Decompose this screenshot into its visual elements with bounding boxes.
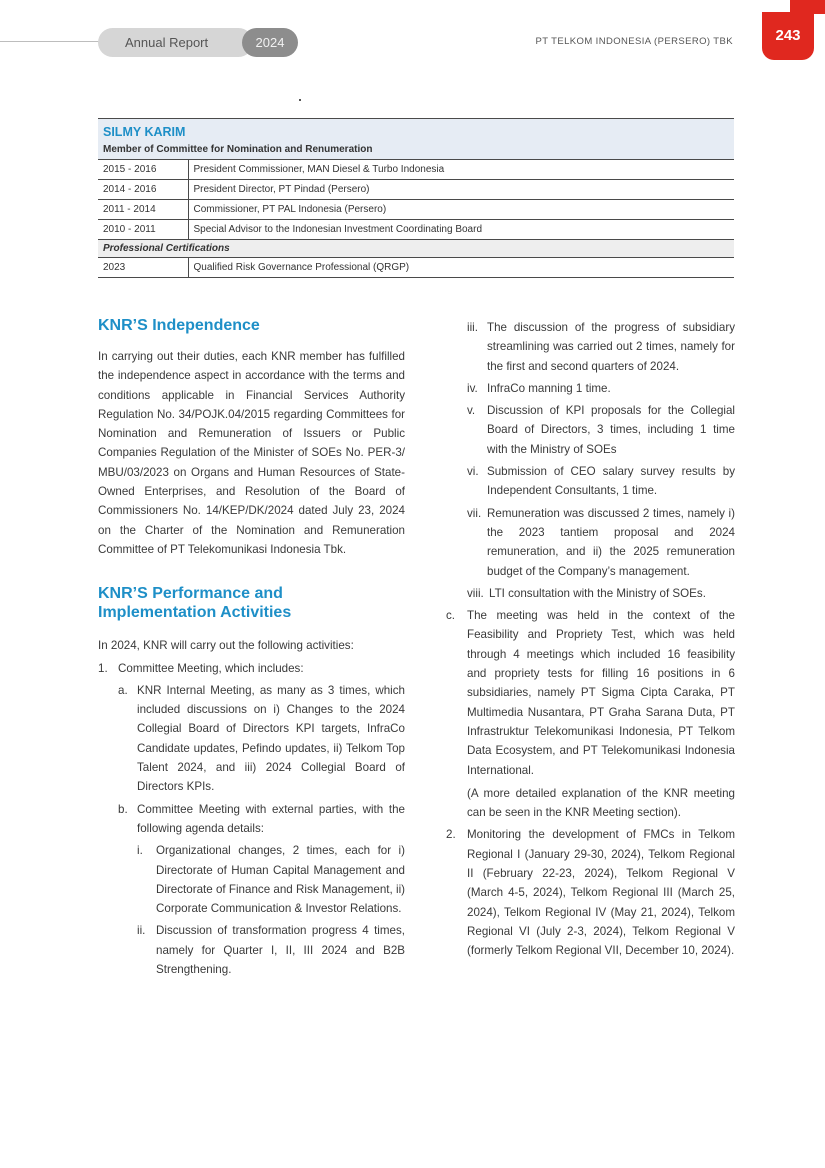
- list-item: [467, 584, 735, 603]
- left-column: [98, 316, 405, 979]
- profile-table: [98, 118, 734, 278]
- independence-heading: KNR’S Independence: [98, 317, 260, 334]
- stray-dot: [299, 99, 301, 101]
- list-item: [467, 379, 735, 398]
- list-text: Monitoring the development of FMCs in Telkom Regional I (January 29-30, 2024), Telkom Regional II (February 22-23, 2024), Telkom Regional V (March 4-5, 2024), Telkom Regional III (March 25, 2024), Telkom Regional IV (May 21, 2024), Telkom Regional VI (July 2-3, 2024), Telkom Regional V (formerly Telkom Regional VII, December 10, 2024).: [467, 828, 735, 958]
- list-item: [137, 841, 405, 918]
- list-marker: iii.: [467, 321, 478, 334]
- list-marker: b.: [118, 802, 128, 816]
- list-item: [467, 401, 735, 459]
- list-text: The discussion of the progress of subsidiary streamlining was carried out 2 times, namely for the first and second quarters of 2024.: [487, 321, 735, 373]
- list-marker: viii.: [467, 586, 484, 600]
- header-rule: [0, 41, 110, 42]
- list-item: [446, 606, 735, 780]
- experience-period: 2011 - 2014: [98, 200, 188, 220]
- experience-position: President Director, PT Pindad (Persero): [188, 180, 734, 200]
- experience-period: 2015 - 2016: [98, 160, 188, 180]
- cert-heading: Professional Certifications: [98, 240, 734, 258]
- list-marker: 1.: [98, 661, 108, 675]
- list-text: InfraCo manning 1 time.: [487, 381, 611, 395]
- list-text: LTI consultation with the Ministry of SOEs.: [489, 586, 706, 600]
- list-text: KNR Internal Meeting, as many as 3 times, which included discussions on i) Changes to the 2024 Collegial Board of Directors KPI targets, InfraCo Candidate updates, Pefindo updates, ii) Telkom Top Talent 2024, and iii) 2024 Collegial Board of Directors KPIs.: [137, 683, 405, 794]
- table-row: [98, 200, 734, 220]
- list-marker: 2.: [446, 828, 456, 842]
- list-item: [118, 800, 405, 839]
- list-marker: vi.: [467, 465, 479, 479]
- experience-position: President Commissioner, MAN Diesel & Turbo Indonesia: [188, 160, 734, 180]
- profile-role: Member of Committee for Nomination and Renumeration: [98, 141, 734, 160]
- list-item: [137, 921, 405, 979]
- performance-heading: KNR’S Performance and Implementation Activities: [98, 585, 292, 622]
- list-text: Discussion of KPI proposals for the Collegial Board of Directors, 3 times, including 1 time with the Ministry of SOEs: [487, 404, 735, 456]
- table-row: [98, 220, 734, 240]
- annual-report-label: Annual Report: [98, 28, 253, 57]
- list-text: Submission of CEO salary survey results by Independent Consultants, 1 time.: [487, 465, 735, 498]
- table-row: [98, 160, 734, 180]
- list-text: Committee Meeting with external parties, with the following agenda details:: [137, 802, 405, 835]
- right-column: [446, 318, 735, 961]
- experience-position: Special Advisor to the Indonesian Investment Coordinating Board: [188, 220, 734, 240]
- list-item: [467, 504, 735, 581]
- list-text: Discussion of transformation progress 4 times, namely for Quarter I, II, III 2024 and B2B Strengthening.: [156, 924, 405, 977]
- cert-year: 2023: [98, 258, 188, 278]
- table-row: [98, 180, 734, 200]
- list-marker: c.: [446, 609, 456, 623]
- list-marker: v.: [467, 404, 476, 418]
- list-text: Remuneration was discussed 2 times, namely i) the 2023 tantiem proposal and 2024 remuneration, and ii) the 2025 remuneration budget of the Company’s management.: [487, 506, 735, 578]
- page-number: 243: [762, 12, 814, 60]
- list-item: [467, 462, 735, 501]
- experience-period: 2014 - 2016: [98, 180, 188, 200]
- cert-heading-row: [98, 240, 734, 258]
- list-item: [467, 318, 735, 376]
- company-name: PT TELKOM INDONESIA (PERSERO) TBK: [535, 36, 733, 47]
- cert-name: Qualified Risk Governance Professional (QRGP): [188, 258, 734, 278]
- list-marker: iv.: [467, 381, 478, 395]
- list-marker: vii.: [467, 506, 482, 520]
- experience-period: 2010 - 2011: [98, 220, 188, 240]
- list-note: (A more detailed explanation of the KNR meeting can be seen in the KNR Meeting section).: [467, 786, 735, 820]
- table-row: [98, 258, 734, 278]
- list-item: [98, 659, 405, 678]
- profile-name-row: [98, 119, 734, 141]
- report-year-badge: 2024: [242, 28, 298, 57]
- list-item: [118, 681, 405, 797]
- list-marker: ii.: [137, 924, 146, 938]
- profile-name: SILMY KARIM: [103, 125, 186, 140]
- list-text: The meeting was held in the context of the Feasibility and Propriety Test, which was held through 4 meetings which included 16 feasibility and propriety tests for filling 16 positions in 6 subsidiaries, namely PT Sigma Cipta Caraka, PT Multimedia Nusantara, PT Graha Sarana Duta, PT Infrastruktur Telekomunikasi Indonesia, PT Telkom Data Ecosystem, and PT Telekomunikasi Indonesia International.: [467, 609, 735, 777]
- list-text: Committee Meeting, which includes:: [118, 661, 304, 675]
- list-marker: a.: [118, 683, 128, 697]
- independence-paragraph: In carrying out their duties, each KNR member has fulfilled the independence aspect in accordance with the terms and conditions applicable in Financial Services Authority Regulation No. 34/POJK.04/2015 regarding Committees for Nomination and Remuneration of Issuers or Public Companies Regulation of the Minister of SOEs No. PER-3/ MBU/03/2023 on Organs and Human Resources of State-Owned Enterprises, and Resolution of the Board of Commissioners No. 14/KEP/DK/2024 dated July 23, 2024 on the Charter of the Nomination and Remuneration Committee of PT Telekomunikasi Indonesia Tbk.: [98, 350, 405, 556]
- list-item: [446, 825, 735, 960]
- list-marker: i.: [137, 844, 143, 858]
- profile-role-row: [98, 141, 734, 160]
- performance-intro: In 2024, KNR will carry out the following activities:: [98, 639, 354, 653]
- list-text: Organizational changes, 2 times, each for i) Directorate of Human Capital Management and Directorate of Finance and Risk Management, ii) Corporate Communication & Investor Relations.: [156, 844, 405, 916]
- experience-position: Commissioner, PT PAL Indonesia (Persero): [188, 200, 734, 220]
